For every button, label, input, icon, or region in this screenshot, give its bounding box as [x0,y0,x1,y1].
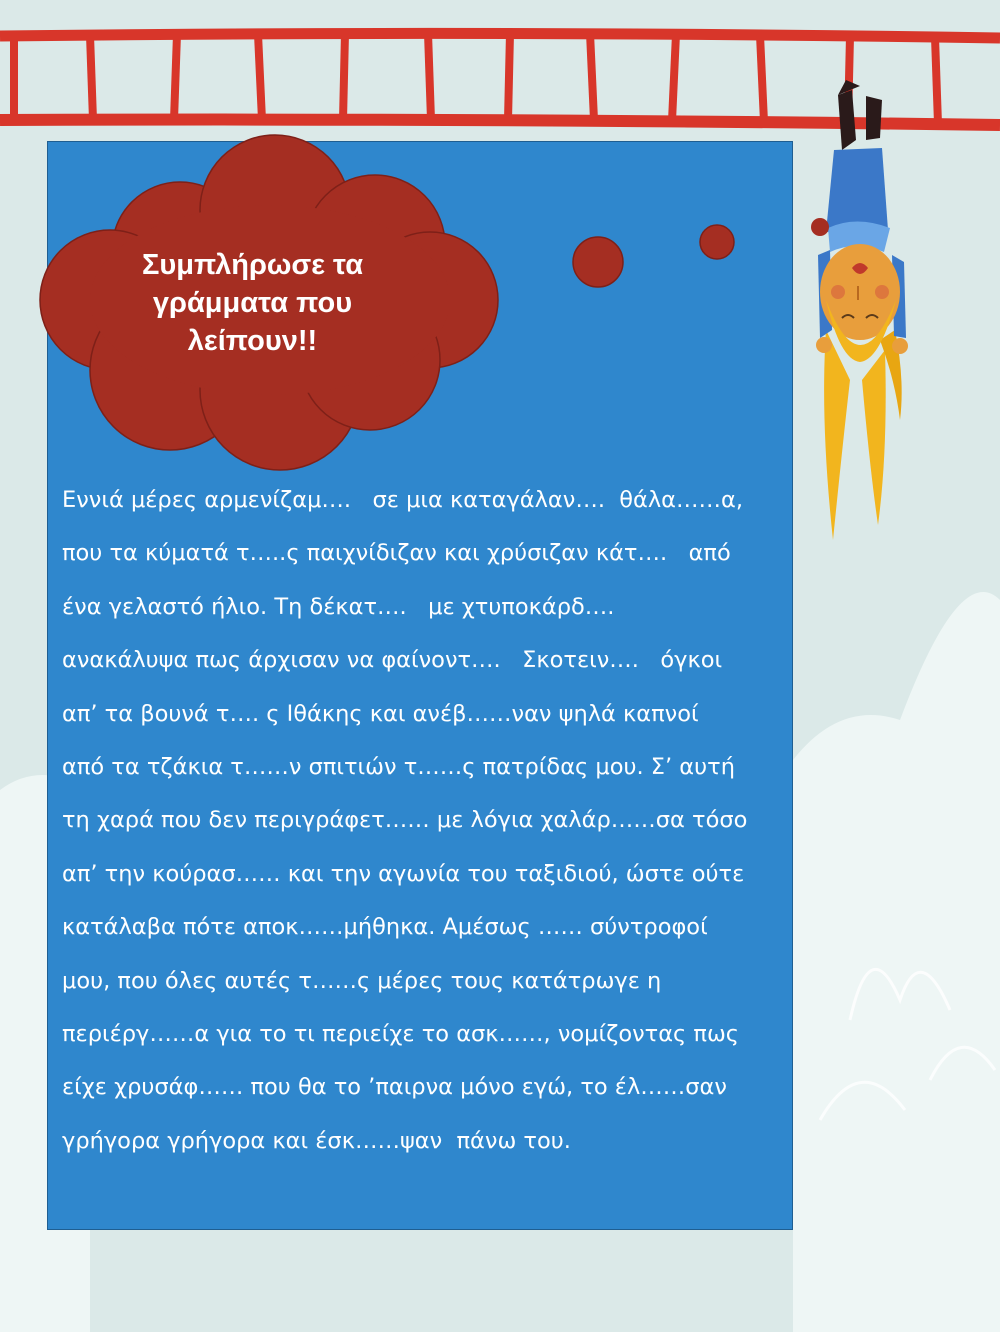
passage-line: απ’ τα βουνά τ…. ς Ιθάκης και ανέβ……ναν ψηλά καπνοί [62,700,699,727]
passage-line: κατάλαβα πότε αποκ……μήθηκα. Αμέσως …… σύντροφοί [62,914,708,941]
passage-line: τη χαρά που δεν περιγράφετ…… με λόγια χαλάρ……σα τόσο [62,807,748,834]
passage-line: είχε χρυσάφ…… που θα το ’παιρνα μόνο εγώ, το έλ……σαν [62,1074,727,1101]
title-line: λείπουν!! [187,325,318,357]
passage-line: γρήγορα γρήγορα και έσκ……ψαν πάνω του. [62,1127,571,1154]
title-line: Συμπλήρωσε τα [141,249,364,281]
fill-in-passage [62,474,802,1168]
passage-line: μου, που όλες αυτές τ……ς μέρες τους κατάτρωγε η [62,967,662,994]
passage-line: ανακάλυψα πως άρχισαν να φαίνοντ…. Σκοτειν…. όγκοι [62,647,723,674]
passage-line: που τα κύματά τ…..ς παιχνίδιζαν και χρύσιζαν κάτ…. από [62,540,731,567]
title-line: γράμματα που [152,287,353,319]
page-title [95,246,410,360]
passage-line: Εννιά μέρες αρμενίζαμ…. σε μια καταγάλαν…. θάλα……α, [62,487,743,513]
passage-line: από τα τζάκια τ……ν σπιτιών τ……ς πατρίδας μου. Σ’ αυτή [62,753,735,780]
passage-line: απ’ την κούρασ…… και την αγωνία του ταξιδιού, ώστε ούτε [62,860,745,887]
passage-line: ένα γελαστό ήλιο. Τη δέκατ…. με χτυποκάρδ…. [62,593,615,620]
passage-line: περιέργ……α για το τι περιείχε το ασκ……, νομίζοντας πως [62,1020,740,1047]
